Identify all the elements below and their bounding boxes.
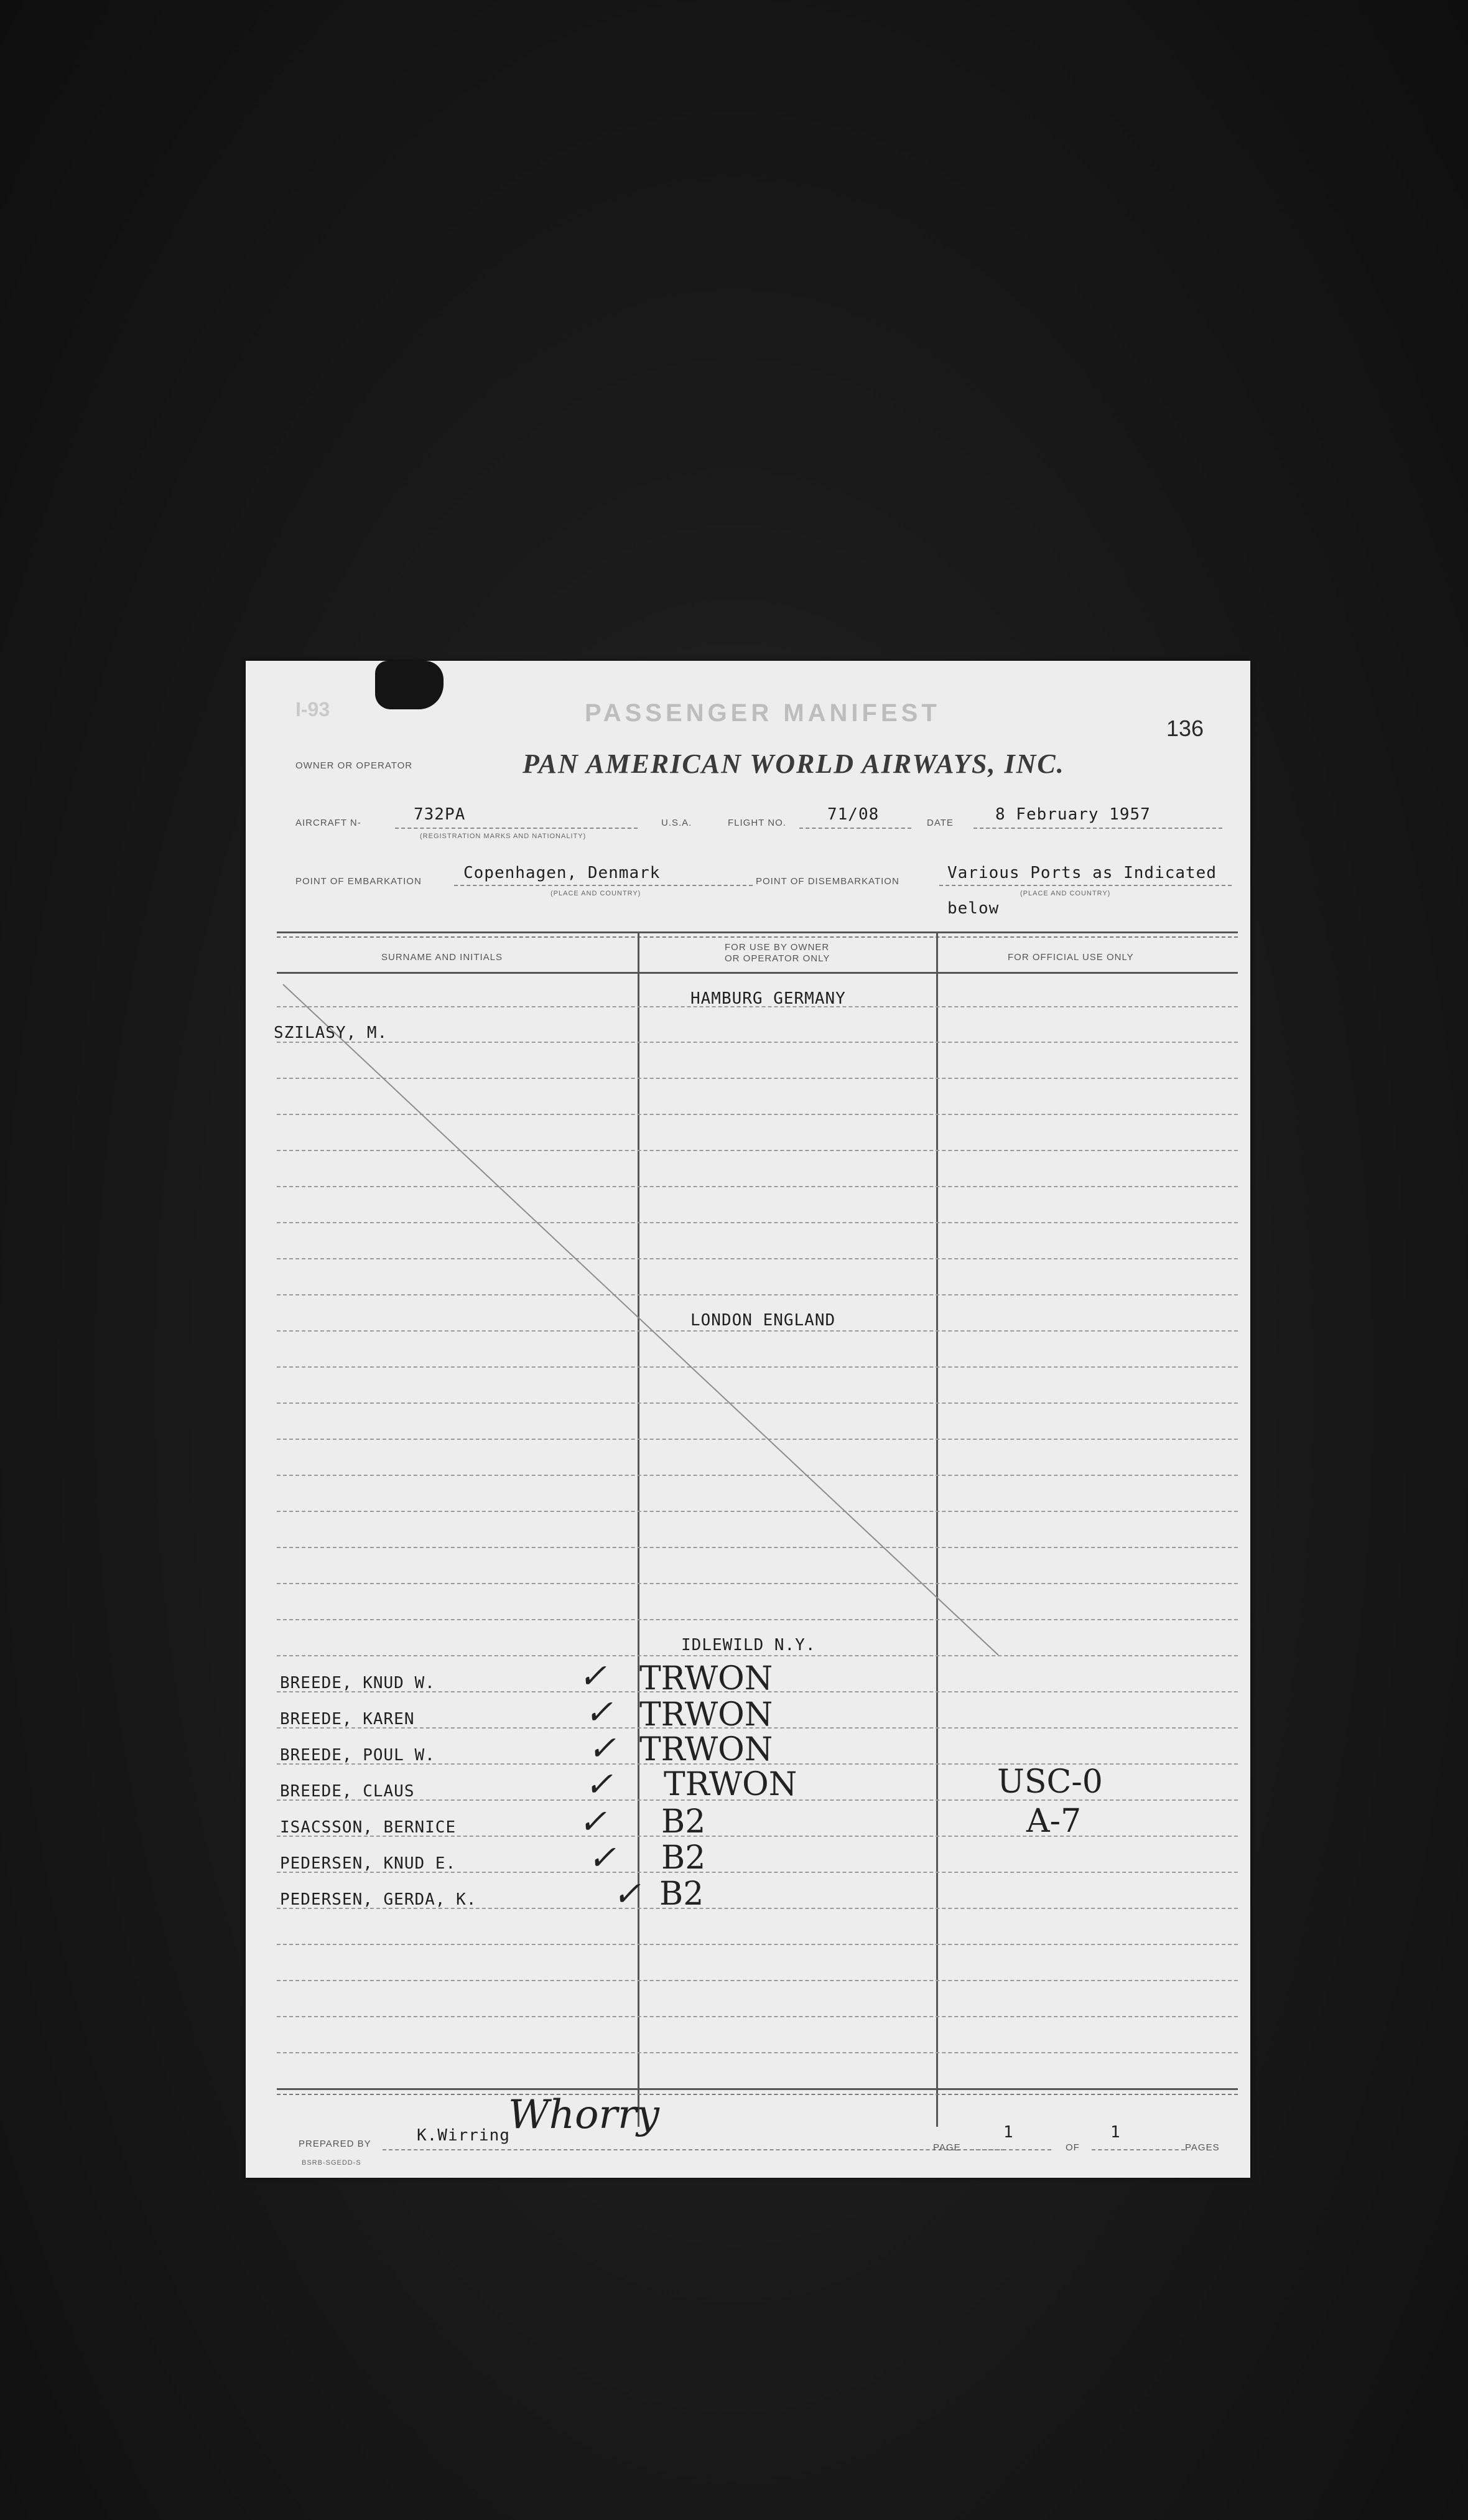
passenger-name-3: BREEDE, POUL W. bbox=[280, 1746, 435, 1765]
section-idlewild: IDLEWILD N.Y. bbox=[681, 1636, 816, 1654]
prepared-label: PREPARED BY bbox=[299, 2139, 371, 2149]
pages-label: PAGES bbox=[1185, 2142, 1220, 2153]
passenger-name-6: PEDERSEN, KNUD E. bbox=[280, 1854, 457, 1873]
embark-value: Copenhagen, Denmark bbox=[463, 864, 661, 882]
usa-label: U.S.A. bbox=[661, 818, 692, 828]
passenger-code-1: TRWON bbox=[639, 1660, 773, 1697]
passenger-name-7: PEDERSEN, GERDA, K. bbox=[280, 1890, 477, 1909]
check-mark-1: ✓ bbox=[578, 1656, 607, 1696]
passenger-code-6: B2 bbox=[661, 1839, 706, 1877]
embark-sub: (PLACE AND COUNTRY) bbox=[550, 890, 641, 897]
prepared-value: K.Wirring bbox=[417, 2126, 510, 2145]
passenger-code-5: B2 bbox=[661, 1803, 706, 1841]
column-owner-use-2: OR OPERATOR ONLY bbox=[725, 953, 830, 964]
aircraft-label: AIRCRAFT N- bbox=[295, 818, 361, 828]
section-london: LONDON ENGLAND bbox=[690, 1311, 836, 1330]
check-mark-7: ✓ bbox=[613, 1874, 641, 1913]
signature: Whorry bbox=[508, 2092, 659, 2138]
flight-label: FLIGHT NO. bbox=[728, 818, 786, 828]
form-code: BSRB-SGEDD-S bbox=[302, 2159, 361, 2167]
disembark-value: Various Ports as Indicated bbox=[947, 864, 1217, 882]
owner-label: OWNER OR OPERATOR bbox=[295, 760, 413, 771]
flight-value: 71/08 bbox=[827, 805, 880, 824]
disembark-sub: (PLACE AND COUNTRY) bbox=[1020, 890, 1111, 897]
passenger-code-2: TRWON bbox=[639, 1696, 773, 1734]
column-official: FOR OFFICIAL USE ONLY bbox=[1008, 952, 1134, 963]
passenger-name-1: BREEDE, KNUD W. bbox=[280, 1674, 435, 1692]
date-value: 8 February 1957 bbox=[995, 805, 1151, 824]
check-mark-4: ✓ bbox=[585, 1765, 613, 1804]
passenger-name-0: SZILASY, M. bbox=[274, 1024, 388, 1042]
check-mark-2: ✓ bbox=[585, 1692, 613, 1732]
owner-value: PAN AMERICAN WORLD AIRWAYS, INC. bbox=[523, 749, 1065, 779]
date-label: DATE bbox=[927, 818, 954, 828]
disembark-value-2: below bbox=[947, 899, 1000, 918]
passenger-code-4: TRWON bbox=[664, 1766, 797, 1803]
aircraft-sub: (REGISTRATION MARKS AND NATIONALITY) bbox=[420, 833, 587, 840]
official-note-2: A-7 bbox=[1026, 1803, 1082, 1840]
disembark-label: POINT OF DISEMBARKATION bbox=[756, 876, 899, 887]
check-mark-3: ✓ bbox=[588, 1729, 616, 1768]
check-mark-6: ✓ bbox=[588, 1838, 616, 1877]
page-number: 136 bbox=[1166, 716, 1204, 741]
official-note-1: USC-0 bbox=[997, 1763, 1103, 1801]
passenger-code-3: TRWON bbox=[639, 1731, 773, 1768]
check-mark-5: ✓ bbox=[578, 1802, 607, 1841]
aircraft-value: 732PA bbox=[414, 805, 466, 824]
passenger-name-2: BREEDE, KAREN bbox=[280, 1710, 415, 1729]
page-value: 1 bbox=[1003, 2123, 1014, 2142]
passenger-name-5: ISACSSON, BERNICE bbox=[280, 1818, 457, 1837]
column-surname: SURNAME AND INITIALS bbox=[381, 952, 503, 963]
column-owner-use-1: FOR USE BY OWNER bbox=[725, 942, 830, 953]
manifest-page bbox=[246, 661, 1250, 2178]
embark-label: POINT OF EMBARKATION bbox=[295, 876, 422, 887]
section-hamburg: HAMBURG GERMANY bbox=[690, 989, 846, 1008]
strike-through-line bbox=[246, 661, 1250, 2178]
page-title: PASSENGER MANIFEST bbox=[585, 699, 941, 727]
of-value: 1 bbox=[1110, 2123, 1121, 2142]
form-stamp: I-93 bbox=[295, 698, 330, 721]
of-label: OF bbox=[1066, 2142, 1080, 2153]
passenger-code-7: B2 bbox=[659, 1875, 704, 1913]
page-label: PAGE bbox=[933, 2142, 961, 2153]
passenger-name-4: BREEDE, CLAUS bbox=[280, 1782, 415, 1801]
